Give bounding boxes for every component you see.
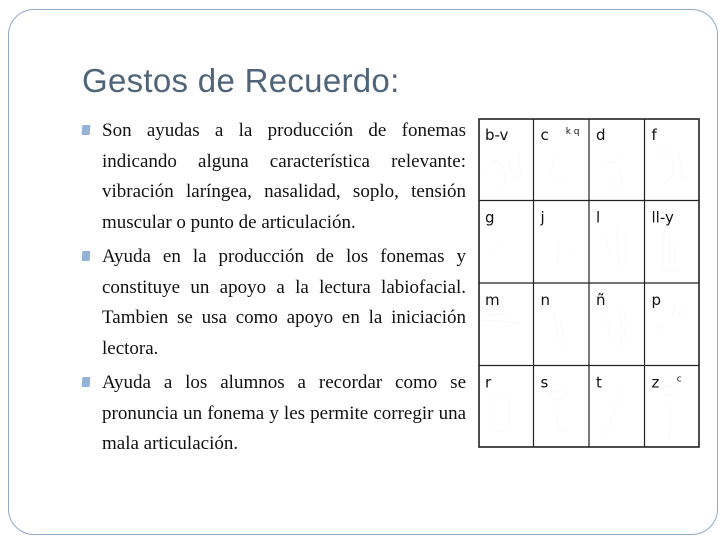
gesture-cell-sublabel: c [676, 374, 682, 385]
gesture-cell-label: g [485, 208, 495, 227]
bullet-text: Son ayudas a la producción de fonemas indicando alguna característica relevante: vibración laríngea, nasalidad, soplo, tensión muscular o punto de articulación. [102, 120, 466, 233]
gesture-cell-label: l [596, 208, 601, 227]
bullet-text: Ayuda en la producción de los fonemas y constituye un apoyo a la lectura labiofacial. Tambien se usa como apoyo en la iniciación lectora. [102, 246, 466, 359]
bullet-marker-icon [82, 251, 91, 261]
gesture-cell-label: ll-y [651, 208, 674, 227]
gesture-cell-label: d [596, 126, 606, 144]
gesture-cell-label: n [540, 291, 551, 309]
bullet-marker-icon [82, 377, 91, 387]
bullet-item [82, 368, 466, 460]
gesture-cell-label: ñ [596, 291, 606, 309]
gesture-cell-label: r [485, 373, 492, 392]
gesture-cell-label: f [651, 126, 657, 144]
gesture-cell-sublabel: k q [565, 127, 580, 137]
gesture-cell-label: t [596, 373, 602, 392]
bullet-text: Ayuda a los alumnos a recordar como se pronuncia un fonema y les permite corregir una mala articulación. [102, 372, 466, 454]
gesture-cell-label: s [540, 373, 549, 392]
gesture-cell-label: b-v [485, 126, 509, 144]
gesture-cell-label: m [485, 291, 500, 309]
bullet-item [82, 116, 466, 238]
gesture-cell-label: p [651, 291, 662, 309]
slide-title: Gestos de Recuerdo: [82, 62, 400, 99]
gesture-cell-label: c [540, 126, 549, 144]
gesture-chart-svg [478, 118, 700, 448]
bullet-item [82, 242, 466, 364]
bullet-list [82, 116, 466, 464]
gesture-chart-image [478, 118, 700, 448]
bullet-marker-icon [82, 125, 91, 135]
gesture-cell-label: j [540, 208, 545, 227]
gesture-cell-label: z [651, 373, 660, 392]
